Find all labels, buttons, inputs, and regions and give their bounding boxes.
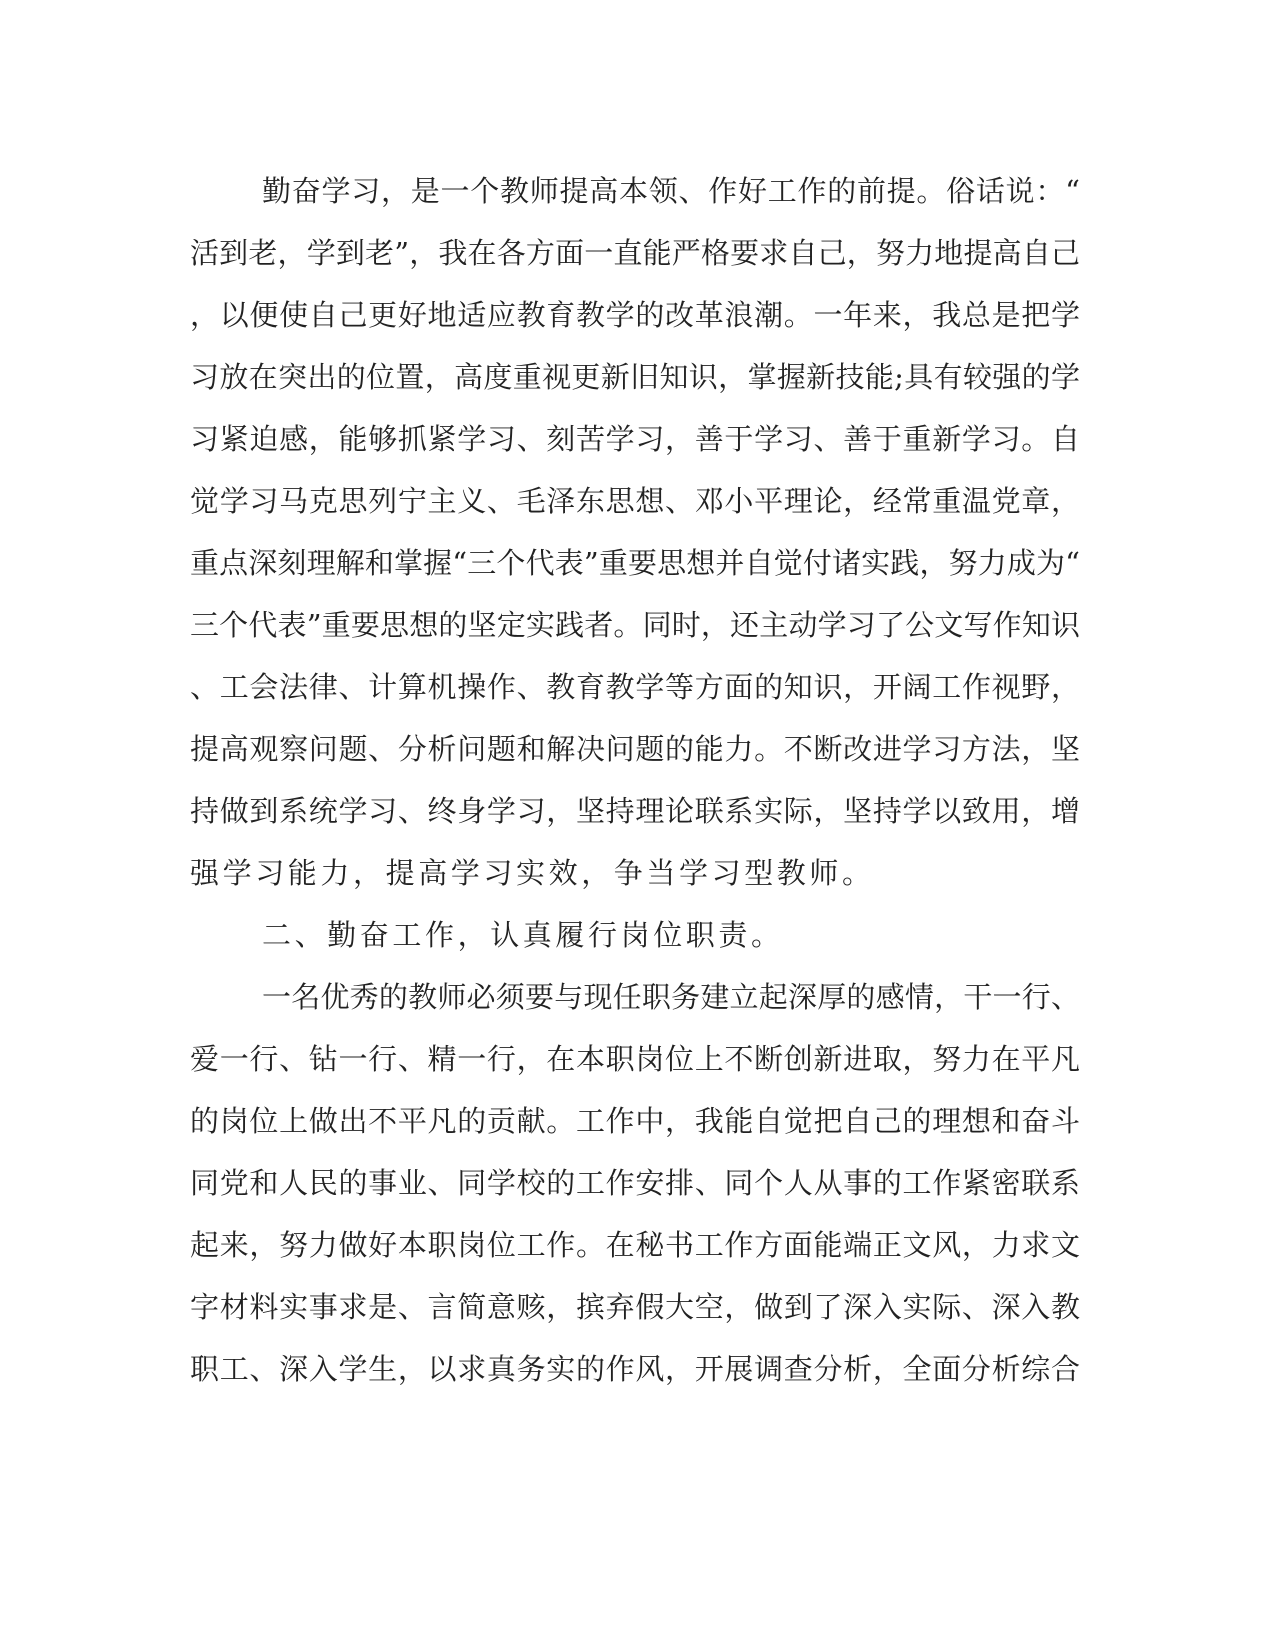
text-line: 起来，努力做好本职岗位工作。在秘书工作方面能端正文风，力求文: [190, 1228, 1080, 1262]
text-line: 同党和人民的事业、同学校的工作安排、同个人从事的工作紧密联系: [190, 1166, 1080, 1200]
text-line: 职工、深入学生，以求真务实的作风，开展调查分析，全面分析综合: [190, 1352, 1080, 1386]
text-line: 习放在突出的位置，高度重视更新旧知识，掌握新技能;具有较强的学: [190, 360, 1080, 394]
text-line: 的岗位上做出不平凡的贡献。工作中，我能自觉把自己的理想和奋斗: [190, 1104, 1080, 1138]
text-line: 爱一行、钻一行、精一行，在本职岗位上不断创新进取，努力在平凡: [190, 1042, 1080, 1076]
text-line: 活到老，学到老”，我在各方面一直能严格要求自己，努力地提高自己: [190, 236, 1080, 270]
text-line: 觉学习马克思列宁主义、毛泽东思想、邓小平理论，经常重温党章，: [190, 484, 1080, 518]
text-line: 持做到系统学习、终身学习，坚持理论联系实际，坚持学以致用，增: [190, 794, 1080, 828]
text-line: 重点深刻理解和掌握“三个代表”重要思想并自觉付诸实践，努力成为“: [190, 546, 1080, 580]
text-line: 三个代表”重要思想的坚定实践者。同时，还主动学习了公文写作知识: [190, 608, 1080, 642]
document-body: [190, 160, 1080, 1400]
text-line: 习紧迫感，能够抓紧学习、刻苦学习，善于学习、善于重新学习。自: [190, 422, 1080, 456]
text-line: 勤奋学习，是一个教师提高本领、作好工作的前提。俗话说：“: [262, 174, 1080, 208]
text-line: ，以便使自己更好地适应教育教学的改革浪潮。一年来，我总是把学: [190, 298, 1080, 332]
text-line: 、工会法律、计算机操作、教育教学等方面的知识，开阔工作视野，: [190, 670, 1080, 704]
text-line: 提高观察问题、分析问题和解决问题的能力。不断改进学习方法，坚: [190, 732, 1080, 766]
text-line: 字材料实事求是、言简意赅，摈弃假大空，做到了深入实际、深入教: [190, 1290, 1080, 1324]
text-line: 强学习能力，提高学习实效，争当学习型教师。: [190, 856, 875, 890]
section-heading: 二、勤奋工作，认真履行岗位职责。: [262, 918, 784, 952]
text-line: 一名优秀的教师必须要与现任职务建立起深厚的感情，干一行、: [262, 980, 1080, 1014]
